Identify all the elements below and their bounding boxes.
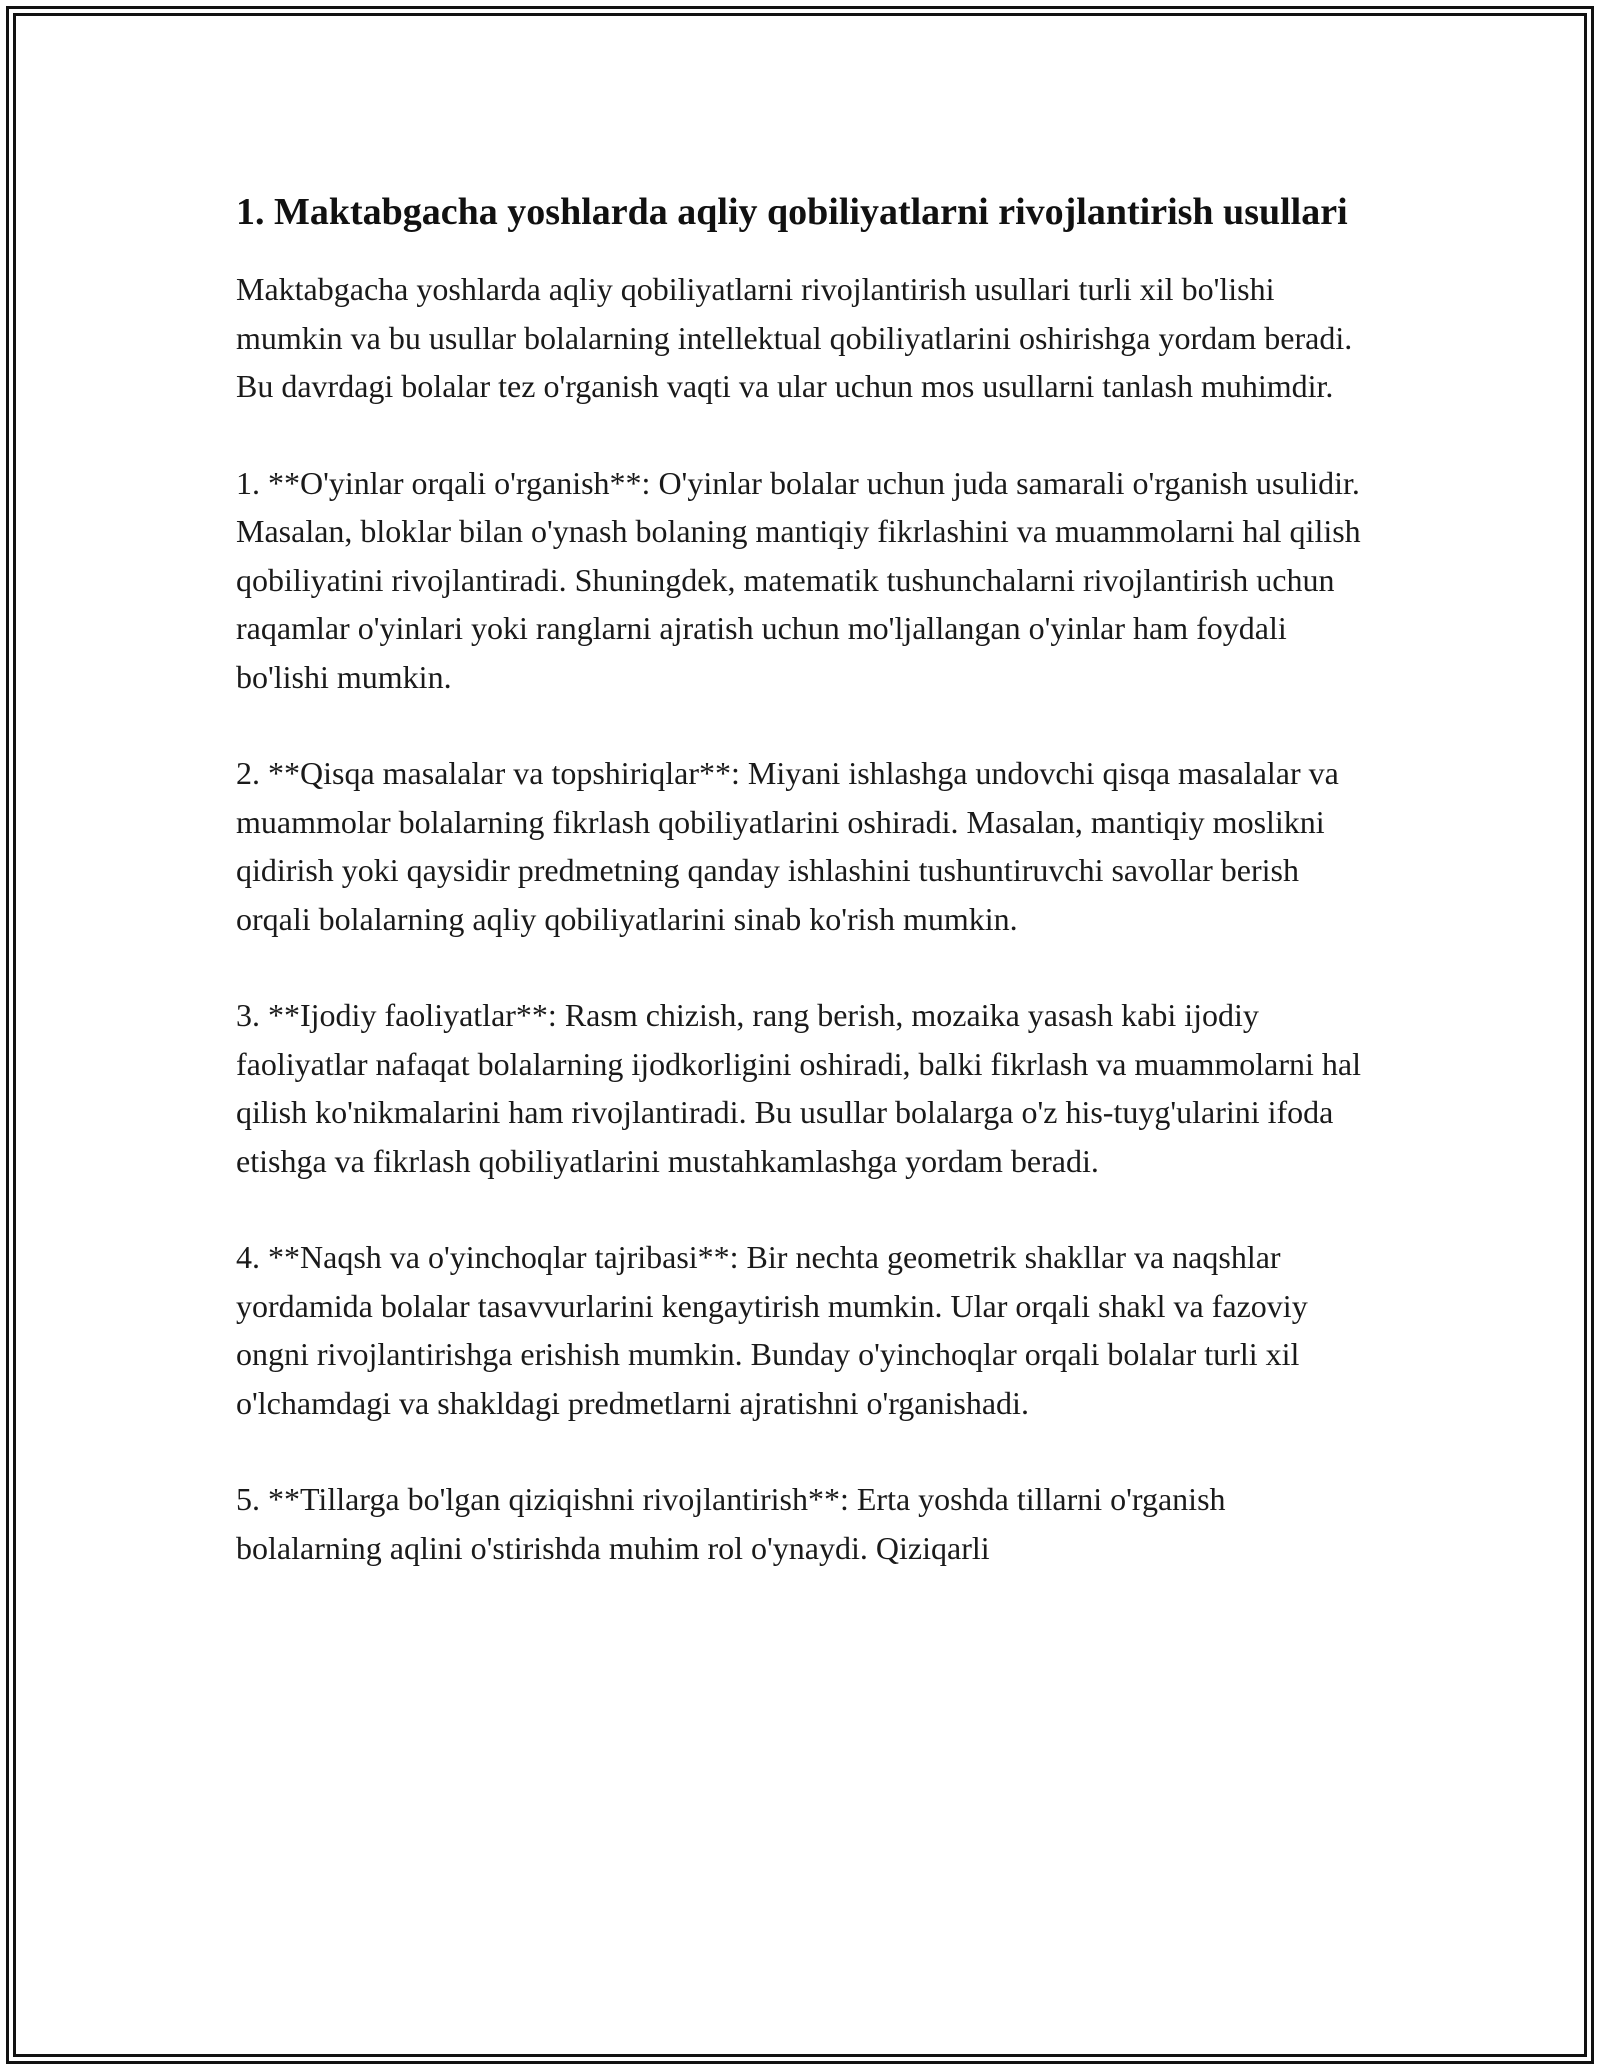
- method-2-paragraph: 2. **Qisqa masalalar va topshiriqlar**: Miyani ishlashga undovchi qisqa masalalar va muammolar bolalarning fikrlash qobiliyatlarini oshiradi. Masalan, mantiqiy moslikni qidirish yoki qaysidir predmetning qanday ishlashini tushuntiruvchi savollar berish orqali bolalarning aqliy qobiliyatlarini sinab ko'rish mumkin.: [236, 755, 1339, 937]
- method-4-paragraph: 4. **Naqsh va o'yinchoqlar tajribasi**: Bir nechta geometrik shakllar va naqshlar yordamida bolalar tasavvurlarini kengaytirish mumkin. Ular orqali shakl va fazoviy ongni rivojlantirishga erishish mumkin. Bunday o'yinchoqlar orqali bolalar turli xil o'lchamdagi va shakldagi predmetlarni ajratishni o'rganishadi.: [236, 1239, 1308, 1421]
- document-body: [236, 185, 1366, 1572]
- method-5-paragraph: 5. **Tillarga bo'lgan qiziqishni rivojlantirish**: Erta yoshda tillarni o'rganish bolalarning aqlini o'stirishda muhim rol o'ynaydi. Qiziqarli: [236, 1481, 1226, 1566]
- document-title: 1. Maktabgacha yoshlarda aqliy qobiliyatlarni rivojlantirish usullari: [236, 191, 1348, 233]
- intro-paragraph: Maktabgacha yoshlarda aqliy qobiliyatlarni rivojlantirish usullari turli xil bo'lishi mumkin va bu usullar bolalarning intellektual qobiliyatlarini oshirishga yordam beradi. Bu davrdagi bolalar tez o'rganish vaqti va ular uchun mos usullarni tanlash muhimdir.: [236, 271, 1353, 404]
- method-1-paragraph: 1. **O'yinlar orqali o'rganish**: O'yinlar bolalar uchun juda samarali o'rganish usulidir. Masalan, bloklar bilan o'ynash bolaning mantiqiy fikrlashini va muammolarni hal qilish qobiliyatini rivojlantiradi. Shuningdek, matematik tushunchalarni rivojlantirish uchun raqamlar o'yinlari yoki ranglarni ajratish uchun mo'ljallangan o'yinlar ham foydali bo'lishi mumkin.: [236, 464, 1361, 695]
- method-3-paragraph: 3. **Ijodiy faoliyatlar**: Rasm chizish, rang berish, mozaika yasash kabi ijodiy faoliyatlar nafaqat bolalarning ijodkorligini oshiradi, balki fikrlash va muammolarni hal qilish ko'nikmalarini ham rivojlantiradi. Bu usullar bolalarga o'z his-tuyg'ularini ifoda etishga va fikrlash qobiliyatlarini mustahkamlashga yordam beradi.: [236, 997, 1362, 1179]
